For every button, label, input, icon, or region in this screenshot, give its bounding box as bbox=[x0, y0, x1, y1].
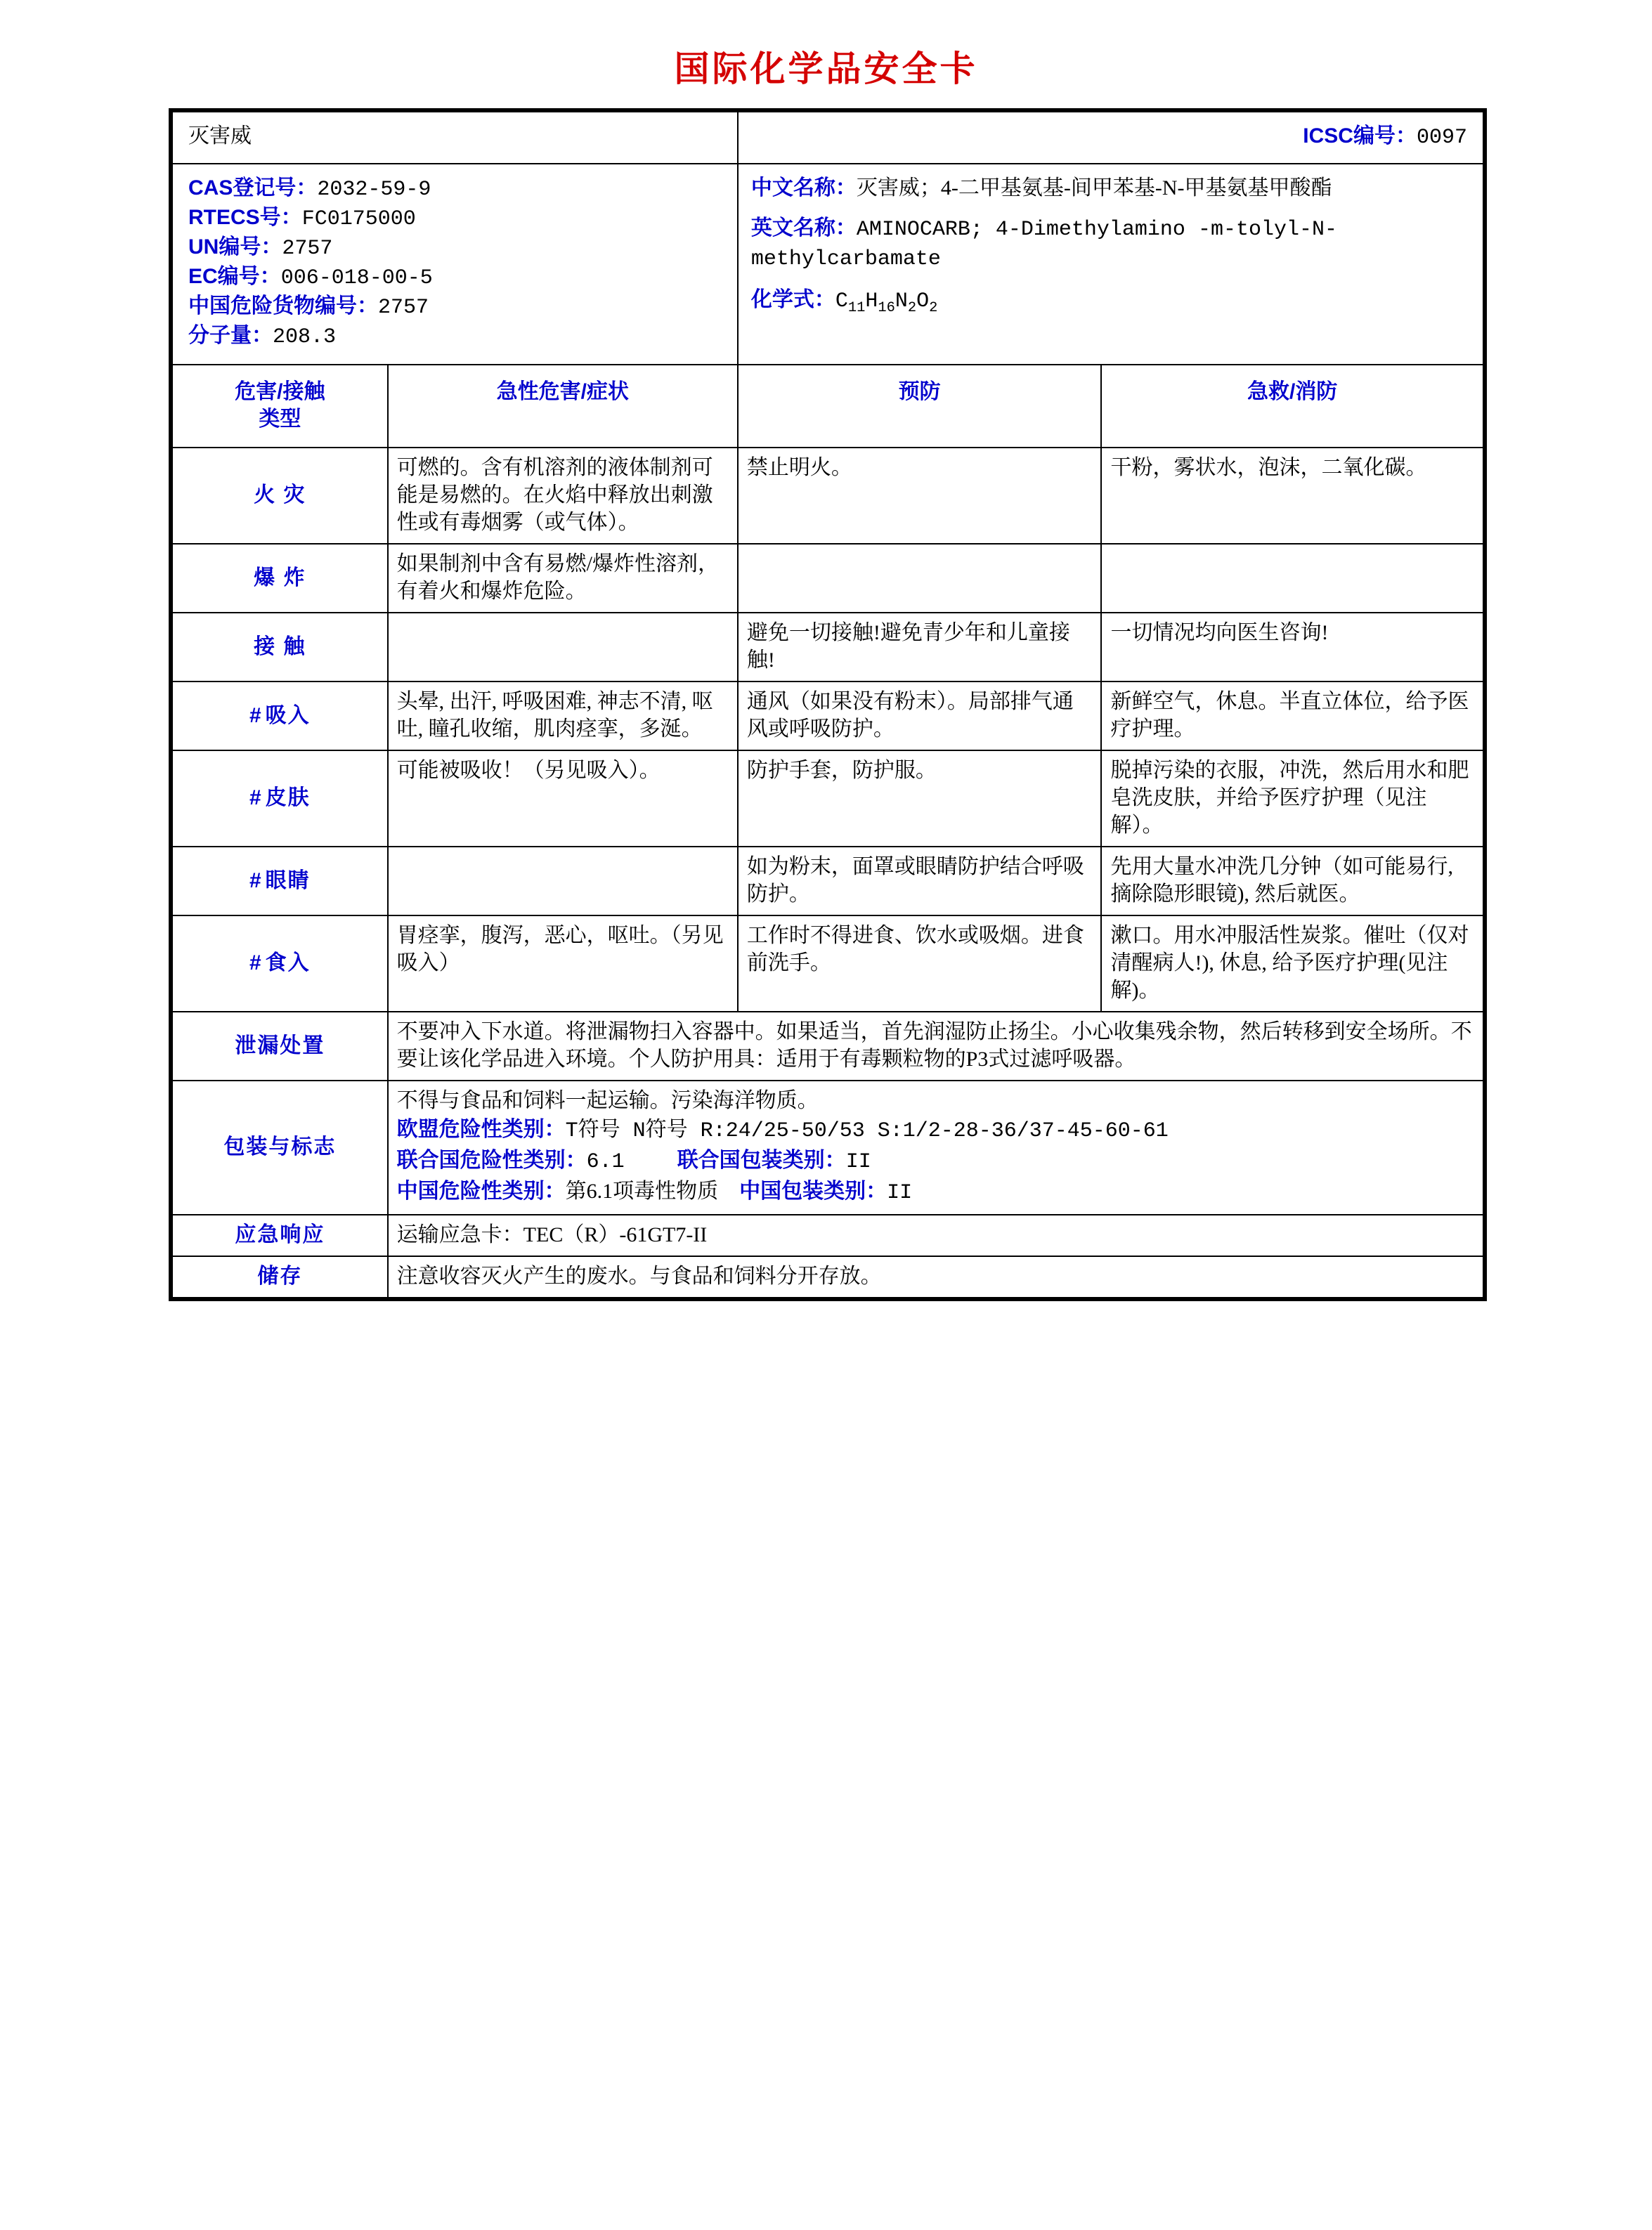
un-line bbox=[188, 233, 724, 263]
hash-marker: # bbox=[249, 703, 261, 727]
eyes-firstaid: 先用大量水冲洗几分钟（如可能易行, 摘除隐形眼镜), 然后就医。 bbox=[1101, 847, 1483, 915]
page-title: 国际化学品安全卡 bbox=[674, 49, 978, 89]
cas-line bbox=[188, 174, 724, 204]
row-label-skin bbox=[172, 750, 388, 847]
formula-value: $C_{11}H_{16}N_2O_2$ bbox=[835, 289, 938, 316]
column-header-hazard-type bbox=[172, 365, 388, 448]
eu-hazard-value: T符号 N符号 R:24/25-50/53 S:1/2-28-36/37-45-60-61 bbox=[565, 1119, 1169, 1143]
fire-firstaid: 干粉，雾状水，泡沫，二氧化碳。 bbox=[1101, 448, 1483, 544]
english-name-value: AMINOCARB; 4-Dimethylamino -m-tolyl-N-methylcarbamate bbox=[750, 218, 1337, 271]
table-row bbox=[172, 1081, 1483, 1215]
column-header-prevention: 预防 bbox=[738, 365, 1102, 448]
icsc-number: 0097 bbox=[1416, 126, 1467, 150]
row-label-inhalation-text: 吸入 bbox=[265, 703, 311, 727]
inhalation-symptoms: 头晕, 出汗, 呼吸困难, 神志不清, 呕吐, 瞳孔收缩，肌肉痉挛，多涎。 bbox=[388, 682, 738, 750]
icsc-label: ICSC编号： bbox=[1303, 124, 1417, 148]
chinese-name-label: 中文名称： bbox=[750, 176, 857, 200]
row-label-spillage: 泄漏处置 bbox=[172, 1012, 388, 1081]
row-label-eyes bbox=[172, 847, 388, 915]
un-hazard-class-value: 6.1 bbox=[586, 1150, 625, 1174]
emergency-text: 运输应急卡：TEC（R）-61GT7-II bbox=[388, 1215, 1483, 1256]
cn-hazard-class-label: 中国危险性类别： bbox=[396, 1180, 566, 1203]
rtecs-line bbox=[188, 204, 724, 233]
row-label-storage: 储存 bbox=[172, 1256, 388, 1298]
packaging-content bbox=[388, 1081, 1483, 1215]
table-row bbox=[172, 915, 1483, 1012]
table-row bbox=[172, 544, 1483, 613]
cn-packing-group-value: II bbox=[887, 1181, 913, 1205]
icsc-number-cell bbox=[738, 112, 1483, 164]
row-label-explosion: 爆 炸 bbox=[172, 544, 388, 613]
english-name-label: 英文名称： bbox=[750, 216, 857, 240]
explosion-symptoms: 如果制剂中含有易燃/爆炸性溶剂，有着火和爆炸危险。 bbox=[388, 544, 738, 613]
identification-right bbox=[738, 164, 1483, 365]
rtecs-label: RTECS号： bbox=[188, 206, 302, 229]
table-row bbox=[172, 613, 1483, 682]
cn-dangerous-goods-value: 2757 bbox=[378, 296, 429, 320]
ingestion-prevention: 工作时不得进食、饮水或吸烟。进食前洗手。 bbox=[738, 915, 1102, 1012]
storage-text: 注意收容灭火产生的废水。与食品和饲料分开存放。 bbox=[388, 1256, 1483, 1298]
explosion-firstaid bbox=[1101, 544, 1483, 613]
packaging-eu-line bbox=[397, 1116, 1474, 1145]
table-row bbox=[172, 448, 1483, 544]
row-label-packaging: 包装与标志 bbox=[172, 1081, 388, 1215]
eyes-symptoms bbox=[388, 847, 738, 915]
molecular-weight-line bbox=[188, 322, 724, 351]
row-label-fire: 火 灾 bbox=[172, 448, 388, 544]
row-label-eyes-text: 眼睛 bbox=[265, 868, 311, 892]
table-row bbox=[172, 847, 1483, 915]
icsc-table bbox=[171, 111, 1484, 1298]
row-label-ingestion bbox=[172, 915, 388, 1012]
cas-label: CAS登记号： bbox=[188, 176, 318, 200]
exposure-prevention: 避免一切接触!避免青少年和儿童接触! bbox=[738, 613, 1102, 682]
column-header-hazard-type-line1: 危害/接触 bbox=[235, 380, 325, 403]
inhalation-firstaid: 新鲜空气，休息。半直立体位，给予医疗护理。 bbox=[1101, 682, 1483, 750]
chinese-name-value: 灭害威；4-二甲基氨基-间甲苯基-N-甲基氨基甲酸酯 bbox=[856, 176, 1332, 200]
cn-packing-group-label: 中国包装类别： bbox=[739, 1180, 887, 1203]
packaging-cn-line bbox=[397, 1178, 1474, 1207]
row-label-emergency: 应急响应 bbox=[172, 1215, 388, 1256]
ec-label: EC编号： bbox=[188, 265, 281, 288]
column-header-symptoms: 急性危害/症状 bbox=[388, 365, 738, 448]
un-packing-group-value: II bbox=[845, 1150, 871, 1174]
hash-marker: # bbox=[249, 951, 261, 974]
inhalation-prevention: 通风（如果没有粉末）。局部排气通风或呼吸防护。 bbox=[738, 682, 1102, 750]
table-row bbox=[172, 682, 1483, 750]
column-header-hazard-type-line2: 类型 bbox=[259, 407, 301, 431]
icsc-card bbox=[169, 108, 1487, 1301]
ec-value: 006-018-00-5 bbox=[280, 266, 433, 290]
table-row-column-headers bbox=[172, 365, 1483, 448]
row-label-inhalation bbox=[172, 682, 388, 750]
eu-hazard-label: 欧盟危险性类别： bbox=[396, 1118, 566, 1141]
english-name-block bbox=[751, 214, 1470, 273]
table-row bbox=[172, 750, 1483, 847]
identification-left bbox=[172, 164, 738, 365]
column-header-firstaid: 急救/消防 bbox=[1101, 365, 1483, 448]
fire-prevention: 禁止明火。 bbox=[738, 448, 1102, 544]
cn-hazard-class-value: 第6.1项毒性物质 bbox=[565, 1180, 719, 1203]
substance-name: 灭害威 bbox=[188, 124, 252, 148]
spillage-text: 不要冲入下水道。将泄漏物扫入容器中。如果适当，首先润湿防止扬尘。小心收集残余物，然后转移到安全场所。不要让该化学品进入环境。个人防护用具：适用于有毒颗粒物的P3式过滤呼吸器。 bbox=[388, 1012, 1483, 1081]
packaging-un-line bbox=[397, 1147, 1474, 1176]
substance-name-cell bbox=[172, 112, 738, 164]
ingestion-symptoms: 胃痉挛，腹泻，恶心，呕吐。（另见吸入） bbox=[388, 915, 738, 1012]
un-label: UN编号： bbox=[188, 235, 282, 259]
un-hazard-class-label: 联合国危险性类别： bbox=[396, 1149, 587, 1172]
molecular-weight-value: 208.3 bbox=[273, 325, 337, 349]
ec-line bbox=[188, 263, 724, 292]
explosion-prevention bbox=[738, 544, 1102, 613]
skin-prevention: 防护手套，防护服。 bbox=[738, 750, 1102, 847]
ingestion-firstaid: 漱口。用水冲服活性炭浆。催吐（仅对清醒病人!), 休息, 给予医疗护理(见注解)。 bbox=[1101, 915, 1483, 1012]
skin-symptoms: 可能被吸收！（另见吸入）。 bbox=[388, 750, 738, 847]
row-label-exposure: 接 触 bbox=[172, 613, 388, 682]
un-packing-group-label: 联合国包装类别： bbox=[677, 1149, 846, 1172]
table-row-header bbox=[172, 112, 1483, 164]
molecular-weight-label: 分子量： bbox=[188, 324, 273, 347]
hash-marker: # bbox=[249, 786, 261, 809]
fire-symptoms: 可燃的。含有机溶剂的液体制剂可能是易燃的。在火焰中释放出刺激性或有毒烟雾（或气体）。 bbox=[388, 448, 738, 544]
cn-dangerous-goods-line bbox=[188, 292, 724, 322]
eyes-prevention: 如为粉末，面罩或眼睛防护结合呼吸防护。 bbox=[738, 847, 1102, 915]
skin-firstaid: 脱掉污染的衣服，冲洗，然后用水和肥皂洗皮肤，并给予医疗护理（见注解）。 bbox=[1101, 750, 1483, 847]
un-value: 2757 bbox=[282, 237, 333, 261]
rtecs-value: FC0175000 bbox=[301, 207, 416, 231]
table-row bbox=[172, 1215, 1483, 1256]
table-row bbox=[172, 1256, 1483, 1298]
row-label-skin-text: 皮肤 bbox=[265, 786, 311, 809]
cas-value: 2032-59-9 bbox=[317, 178, 431, 202]
hash-marker: # bbox=[249, 868, 261, 892]
row-label-ingestion-text: 食入 bbox=[265, 951, 311, 974]
formula-block bbox=[751, 286, 1470, 318]
formula-label: 化学式： bbox=[750, 288, 835, 311]
cn-dangerous-goods-label: 中国危险货物编号： bbox=[188, 294, 378, 318]
packaging-transport-note: 不得与食品和饲料一起运输。污染海洋物质。 bbox=[396, 1089, 819, 1112]
chinese-name-block bbox=[751, 174, 1470, 202]
table-row bbox=[172, 1012, 1483, 1081]
exposure-firstaid: 一切情况均向医生咨询! bbox=[1101, 613, 1483, 682]
table-row-identification bbox=[172, 164, 1483, 365]
exposure-symptoms bbox=[388, 613, 738, 682]
